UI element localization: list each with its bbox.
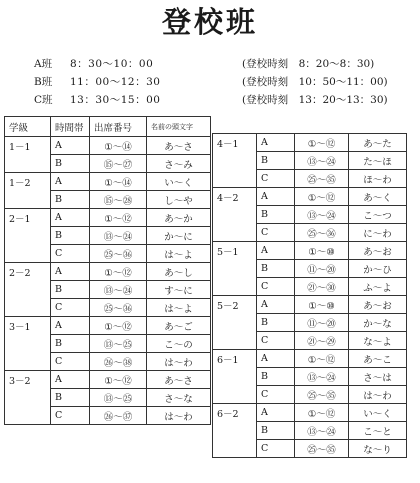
table-row	[213, 296, 407, 314]
timeslot-cell: B	[51, 389, 90, 407]
table-row	[5, 263, 211, 281]
table-row	[5, 317, 211, 335]
class-cell: 1－1	[5, 137, 51, 173]
header-attendance-number: 出席番号	[90, 117, 147, 137]
attendance-number-cell: ⑬～㉕	[90, 335, 147, 353]
timeslot-cell: B	[257, 260, 295, 278]
attendance-number-cell: ㉕～㉟	[295, 440, 349, 458]
timeslot-cell: C	[257, 224, 295, 242]
timeslot-cell: A	[51, 263, 90, 281]
table-row	[213, 350, 407, 368]
timeslot-cell: A	[51, 317, 90, 335]
name-initial-cell: か～な	[349, 314, 407, 332]
attendance-number-cell: ㉕～㊱	[90, 245, 147, 263]
attendance-number-cell: ⑮～㉗	[90, 155, 147, 173]
name-initial-cell: あ～く	[349, 188, 407, 206]
attendance-number-cell: ①～⑫	[90, 317, 147, 335]
class-cell: 4－2	[213, 188, 257, 242]
timeslot-cell: B	[257, 314, 295, 332]
left-schedule-table	[4, 116, 211, 425]
timeslot-cell: A	[51, 209, 90, 227]
schedule-time: 13：30～15：00	[70, 94, 161, 106]
name-initial-cell: こ～の	[147, 335, 211, 353]
header-timeslot: 時間帯	[51, 117, 90, 137]
name-initial-cell: ほ～わ	[349, 170, 407, 188]
class-cell: 4－1	[213, 134, 257, 188]
name-initial-cell: あ～お	[349, 242, 407, 260]
timeslot-cell: A	[257, 134, 295, 152]
name-initial-cell: あ～た	[349, 134, 407, 152]
attendance-number-cell: ㉕～㉟	[295, 170, 349, 188]
attendance-number-cell: ⑪～⑳	[295, 314, 349, 332]
attendance-number-cell: ㉖～㊳	[90, 353, 147, 371]
attendance-number-cell: ⑬～㉔	[295, 206, 349, 224]
timeslot-cell: B	[257, 206, 295, 224]
name-initial-cell: さ～な	[147, 389, 211, 407]
name-initial-cell: し～や	[147, 191, 211, 209]
class-cell: 2－2	[5, 263, 51, 317]
name-initial-cell: こ～と	[349, 422, 407, 440]
schedule-note: (登校時刻 10：50～11：00)	[242, 76, 388, 88]
header-name-initial: 名前の頭文字	[147, 117, 211, 137]
attendance-number-cell: ①～⑫	[90, 263, 147, 281]
schedule-class: C班	[34, 94, 53, 106]
schedule-line-b	[34, 75, 388, 89]
timeslot-cell: B	[51, 155, 90, 173]
schedule-time: 11：00～12：30	[70, 76, 161, 88]
table-row	[213, 134, 407, 152]
name-initial-cell: い～く	[349, 404, 407, 422]
header-row	[5, 117, 211, 137]
schedule-line-c	[34, 93, 388, 107]
attendance-number-cell: ①～⑭	[90, 173, 147, 191]
table-row	[213, 404, 407, 422]
name-initial-cell: に～わ	[349, 224, 407, 242]
timeslot-cell: C	[51, 245, 90, 263]
timeslot-cell: B	[51, 281, 90, 299]
class-cell: 1－2	[5, 173, 51, 209]
timeslot-cell: C	[257, 386, 295, 404]
schedule-class: B班	[34, 76, 53, 88]
attendance-number-cell: ①～⑫	[295, 134, 349, 152]
name-initial-cell: あ～し	[147, 263, 211, 281]
timeslot-cell: B	[51, 335, 90, 353]
name-initial-cell: は～よ	[147, 299, 211, 317]
schedule-line-a	[34, 57, 374, 71]
attendance-number-cell: ①～⑩	[295, 242, 349, 260]
attendance-number-cell: ①～⑫	[295, 350, 349, 368]
class-cell: 3－2	[5, 371, 51, 425]
attendance-number-cell: ①～⑫	[90, 209, 147, 227]
name-initial-cell: は～わ	[147, 353, 211, 371]
attendance-number-cell: ⑬～㉔	[295, 368, 349, 386]
name-initial-cell: い～く	[147, 173, 211, 191]
name-initial-cell: た～ほ	[349, 152, 407, 170]
attendance-number-cell: ⑮～㉘	[90, 191, 147, 209]
attendance-number-cell: ㉕～㉟	[295, 386, 349, 404]
class-cell: 5－1	[213, 242, 257, 296]
name-initial-cell: は～わ	[349, 386, 407, 404]
attendance-number-cell: ①～⑫	[90, 371, 147, 389]
timeslot-cell: A	[51, 371, 90, 389]
class-cell: 5－2	[213, 296, 257, 350]
timeslot-cell: A	[257, 188, 295, 206]
attendance-number-cell: ⑬～㉕	[90, 389, 147, 407]
name-initial-cell: か～に	[147, 227, 211, 245]
attendance-number-cell: ㉑～㉙	[295, 332, 349, 350]
name-initial-cell: か～ひ	[349, 260, 407, 278]
table-row	[213, 242, 407, 260]
schedule-note: (登校時刻 13：20～13：30)	[242, 94, 388, 106]
name-initial-cell: あ～さ	[147, 137, 211, 155]
name-initial-cell: こ～つ	[349, 206, 407, 224]
timeslot-cell: B	[257, 422, 295, 440]
table-row	[5, 209, 211, 227]
attendance-number-cell: ①～⑫	[295, 188, 349, 206]
attendance-number-cell: ㉑～㉚	[295, 278, 349, 296]
name-initial-cell: あ～ご	[147, 317, 211, 335]
timeslot-cell: B	[51, 227, 90, 245]
timeslot-cell: B	[51, 191, 90, 209]
name-initial-cell: は～よ	[147, 245, 211, 263]
schedule-time: 8：30～10：00	[70, 58, 154, 70]
name-initial-cell: す～に	[147, 281, 211, 299]
table-row	[5, 371, 211, 389]
table-row	[213, 188, 407, 206]
timeslot-cell: A	[51, 137, 90, 155]
attendance-number-cell: ⑬～㉔	[90, 227, 147, 245]
attendance-number-cell: ①～⑫	[295, 404, 349, 422]
timeslot-cell: A	[51, 173, 90, 191]
timeslot-cell: A	[257, 296, 295, 314]
timeslot-cell: C	[257, 440, 295, 458]
name-initial-cell: さ～み	[147, 155, 211, 173]
schedule-note: (登校時刻 8：20～8：30)	[242, 58, 375, 70]
name-initial-cell: あ～こ	[349, 350, 407, 368]
class-cell: 6－1	[213, 350, 257, 404]
attendance-number-cell: ⑬～㉔	[295, 422, 349, 440]
name-initial-cell: あ～お	[349, 296, 407, 314]
attendance-number-cell: ㉕～㊱	[295, 224, 349, 242]
timeslot-cell: C	[257, 332, 295, 350]
header-class: 学級	[5, 117, 51, 137]
timeslot-cell: B	[257, 152, 295, 170]
attendance-number-cell: ①～⑭	[90, 137, 147, 155]
timeslot-cell: C	[51, 407, 90, 425]
timeslot-cell: C	[51, 299, 90, 317]
page-title: 登校班	[161, 5, 258, 39]
timeslot-cell: A	[257, 350, 295, 368]
attendance-number-cell: ⑬～㉔	[295, 152, 349, 170]
attendance-number-cell: ㉕～㊱	[90, 299, 147, 317]
timeslot-cell: B	[257, 368, 295, 386]
right-schedule-table	[212, 133, 407, 458]
timeslot-cell: C	[51, 353, 90, 371]
class-cell: 6－2	[213, 404, 257, 458]
attendance-number-cell: ㉖～㊲	[90, 407, 147, 425]
attendance-number-cell: ⑪～⑳	[295, 260, 349, 278]
timeslot-cell: A	[257, 404, 295, 422]
schedule-class: A班	[34, 58, 53, 70]
attendance-number-cell: ⑬～㉔	[90, 281, 147, 299]
attendance-number-cell: ①～⑩	[295, 296, 349, 314]
name-initial-cell: さ～は	[349, 368, 407, 386]
name-initial-cell: あ～か	[147, 209, 211, 227]
name-initial-cell: あ～さ	[147, 371, 211, 389]
name-initial-cell: ふ～よ	[349, 278, 407, 296]
name-initial-cell: は～わ	[147, 407, 211, 425]
class-cell: 2－1	[5, 209, 51, 263]
timeslot-cell: C	[257, 278, 295, 296]
class-cell: 3－1	[5, 317, 51, 371]
table-row	[5, 173, 211, 191]
timeslot-cell: C	[257, 170, 295, 188]
timeslot-cell: A	[257, 242, 295, 260]
table-row	[5, 137, 211, 155]
name-initial-cell: な～よ	[349, 332, 407, 350]
name-initial-cell: な～り	[349, 440, 407, 458]
